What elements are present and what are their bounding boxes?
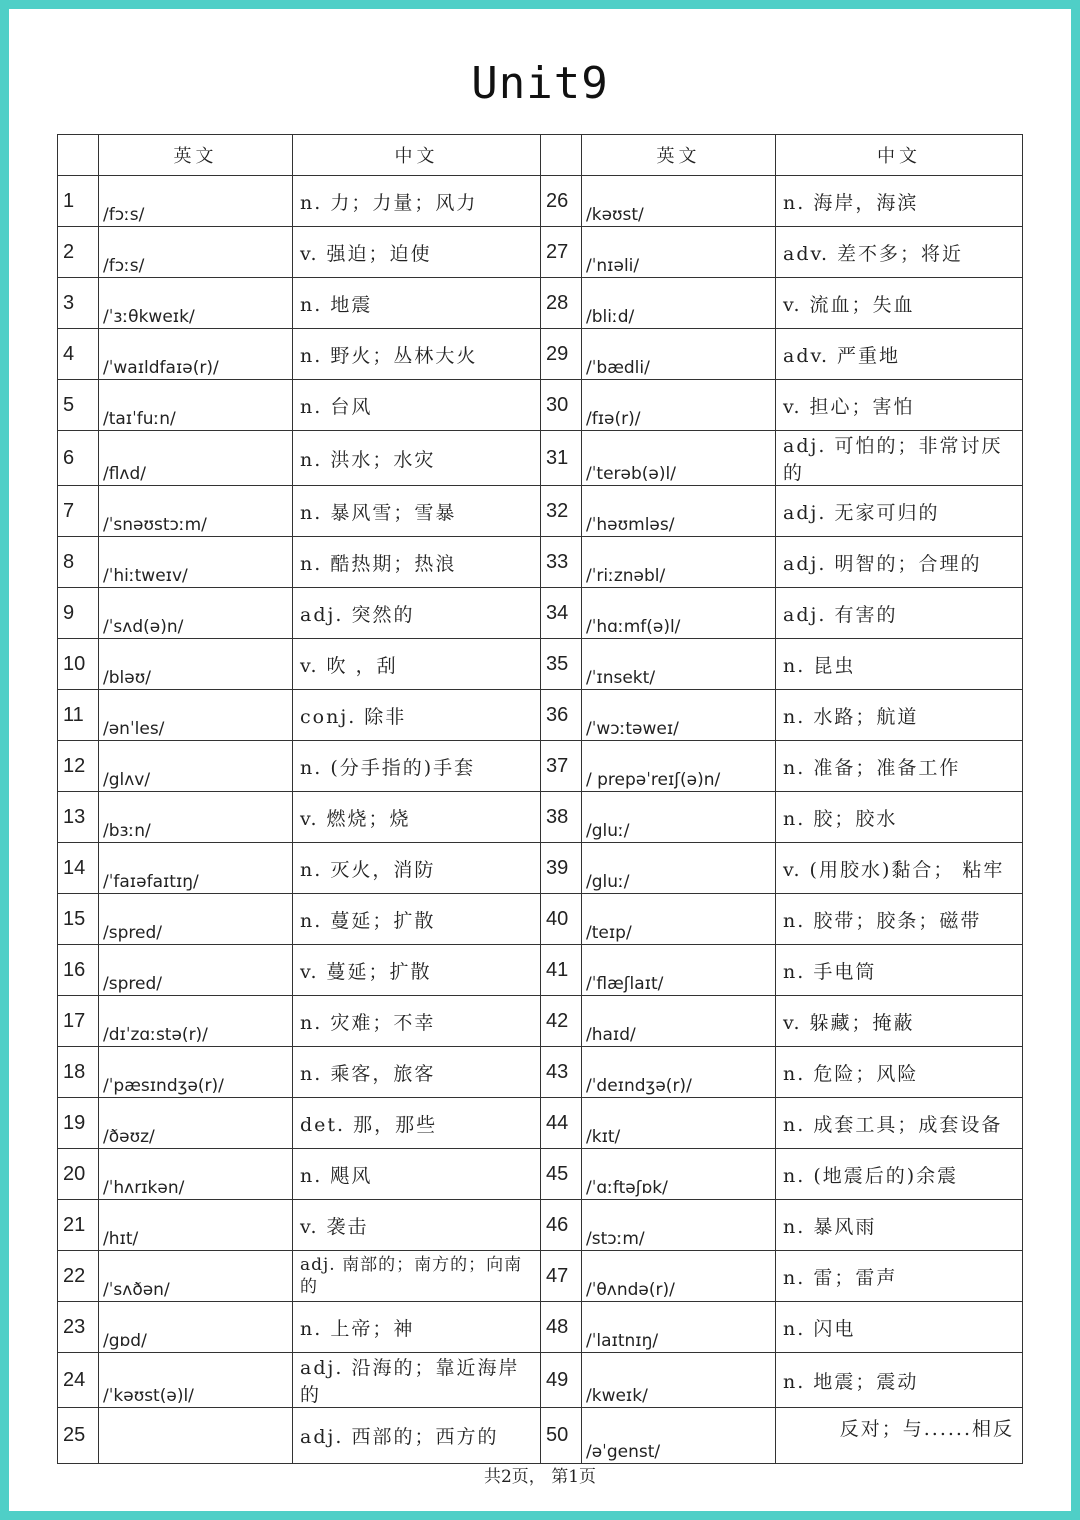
- phonetic-cell: /bləʊ/: [99, 639, 293, 690]
- word-number: 14: [58, 843, 99, 894]
- chinese-meaning-cell: n. 飓风: [293, 1149, 541, 1200]
- word-number: 30: [541, 380, 582, 431]
- word-number: 11: [58, 690, 99, 741]
- table-row: [58, 486, 1023, 537]
- chinese-meaning-cell: n. 成套工具；成套设备: [776, 1098, 1023, 1149]
- word-number: 40: [541, 894, 582, 945]
- word-number: 36: [541, 690, 582, 741]
- chinese-meaning-cell: adj. 明智的；合理的: [776, 537, 1023, 588]
- word-number: 2: [58, 227, 99, 278]
- word-number: 25: [58, 1408, 99, 1464]
- chinese-meaning-cell: adj. 西部的；西方的: [293, 1408, 541, 1464]
- phonetic-cell: /hɪt/: [99, 1200, 293, 1251]
- header-blank-right: [541, 135, 582, 176]
- word-number: 15: [58, 894, 99, 945]
- chinese-meaning-cell: n. 水路；航道: [776, 690, 1023, 741]
- word-number: 24: [58, 1353, 99, 1408]
- phonetic-cell: /ˈsʌðən/: [99, 1251, 293, 1302]
- table-row: [58, 639, 1023, 690]
- word-number: 3: [58, 278, 99, 329]
- chinese-meaning-cell: n. 灾难；不幸: [293, 996, 541, 1047]
- phonetic-cell: /spred/: [99, 945, 293, 996]
- word-number: 38: [541, 792, 582, 843]
- table-row: [58, 741, 1023, 792]
- chinese-meaning-cell: n. 地震: [293, 278, 541, 329]
- chinese-meaning-cell: n. 手电筒: [776, 945, 1023, 996]
- phonetic-cell: /ˈflæʃlaɪt/: [582, 945, 776, 996]
- table-row: [58, 996, 1023, 1047]
- table-row: [58, 1408, 1023, 1464]
- phonetic-cell: /haɪd/: [582, 996, 776, 1047]
- word-number: 10: [58, 639, 99, 690]
- phonetic-cell: /ˈwɔːtəweɪ/: [582, 690, 776, 741]
- word-number: 22: [58, 1251, 99, 1302]
- chinese-meaning-cell: n. 野火；丛林大火: [293, 329, 541, 380]
- vocabulary-table: [57, 134, 1023, 1464]
- phonetic-cell: /bliːd/: [582, 278, 776, 329]
- chinese-meaning-cell: 反对；与......相反: [776, 1408, 1023, 1464]
- chinese-meaning-cell: n. 胶；胶水: [776, 792, 1023, 843]
- chinese-meaning-cell: adj. 突然的: [293, 588, 541, 639]
- word-number: 50: [541, 1408, 582, 1464]
- chinese-meaning-cell: v. 担心；害怕: [776, 380, 1023, 431]
- phonetic-cell: /ˈhʌrɪkən/: [99, 1149, 293, 1200]
- phonetic-cell: /fɔːs/: [99, 176, 293, 227]
- phonetic-cell: /bɜːn/: [99, 792, 293, 843]
- word-number: 26: [541, 176, 582, 227]
- chinese-meaning-cell: adj. 可怕的；非常讨厌的: [776, 431, 1023, 486]
- phonetic-cell: /gɒd/: [99, 1302, 293, 1353]
- page-title: Unit9: [471, 58, 609, 109]
- table-row: [58, 380, 1023, 431]
- word-number: 8: [58, 537, 99, 588]
- chinese-meaning-cell: n. 暴风雨: [776, 1200, 1023, 1251]
- header-blank-left: [58, 135, 99, 176]
- phonetic-cell: /ˈhəʊmləs/: [582, 486, 776, 537]
- table-row: [58, 431, 1023, 486]
- chinese-meaning-cell: v. 袭击: [293, 1200, 541, 1251]
- phonetic-cell: /ˈsʌd(ə)n/: [99, 588, 293, 639]
- word-number: 6: [58, 431, 99, 486]
- chinese-meaning-cell: n. (分手指的)手套: [293, 741, 541, 792]
- chinese-meaning-cell: v. 强迫；迫使: [293, 227, 541, 278]
- phonetic-cell: /fɔːs/: [99, 227, 293, 278]
- table-row: [58, 1302, 1023, 1353]
- chinese-meaning-cell: n. 雷；雷声: [776, 1251, 1023, 1302]
- word-number: 23: [58, 1302, 99, 1353]
- word-number: 47: [541, 1251, 582, 1302]
- phonetic-cell: /ˈwaɪldfaɪə(r)/: [99, 329, 293, 380]
- chinese-meaning-cell: v. 吹 ，刮: [293, 639, 541, 690]
- phonetic-cell: /teɪp/: [582, 894, 776, 945]
- phonetic-cell: /ˈsnəʊstɔːm/: [99, 486, 293, 537]
- table-row: [58, 278, 1023, 329]
- table-row: [58, 792, 1023, 843]
- phonetic-cell: /kweɪk/: [582, 1353, 776, 1408]
- table-row: [58, 843, 1023, 894]
- word-number: 45: [541, 1149, 582, 1200]
- chinese-meaning-cell: adj. 沿海的；靠近海岸的: [293, 1353, 541, 1408]
- phonetic-cell: /ˈhiːtweɪv/: [99, 537, 293, 588]
- chinese-meaning-cell: n. 地震；震动: [776, 1353, 1023, 1408]
- word-number: 1: [58, 176, 99, 227]
- word-number: 13: [58, 792, 99, 843]
- word-number: 5: [58, 380, 99, 431]
- chinese-meaning-cell: adj. 有害的: [776, 588, 1023, 639]
- word-number: 19: [58, 1098, 99, 1149]
- chinese-meaning-cell: adj. 南部的；南方的；向南的: [293, 1251, 541, 1302]
- phonetic-cell: /ənˈles/: [99, 690, 293, 741]
- page-footer: 共2页， 第1页: [483, 1467, 597, 1487]
- chinese-meaning-cell: adj. 无家可归的: [776, 486, 1023, 537]
- chinese-meaning-cell: adv. 差不多；将近: [776, 227, 1023, 278]
- table-row: [58, 176, 1023, 227]
- chinese-meaning-cell: v. 躲藏；掩蔽: [776, 996, 1023, 1047]
- chinese-meaning-cell: n. (地震后的)余震: [776, 1149, 1023, 1200]
- chinese-meaning-cell: n. 胶带；胶条；磁带: [776, 894, 1023, 945]
- word-number: 12: [58, 741, 99, 792]
- table-row: [58, 1353, 1023, 1408]
- table-row: [58, 690, 1023, 741]
- table-row: [58, 894, 1023, 945]
- word-number: 33: [541, 537, 582, 588]
- header-chinese-right: 中文: [776, 135, 1023, 176]
- phonetic-cell: /ˈhɑːmf(ə)l/: [582, 588, 776, 639]
- chinese-meaning-cell: v. 蔓延；扩散: [293, 945, 541, 996]
- chinese-meaning-cell: conj. 除非: [293, 690, 541, 741]
- table-row: [58, 588, 1023, 639]
- word-number: 18: [58, 1047, 99, 1098]
- word-number: 28: [541, 278, 582, 329]
- phonetic-cell: /ˈlaɪtnɪŋ/: [582, 1302, 776, 1353]
- word-number: 49: [541, 1353, 582, 1408]
- phonetic-cell: /dɪˈzɑːstə(r)/: [99, 996, 293, 1047]
- chinese-meaning-cell: n. 蔓延；扩散: [293, 894, 541, 945]
- chinese-meaning-cell: det. 那，那些: [293, 1098, 541, 1149]
- chinese-meaning-cell: n. 昆虫: [776, 639, 1023, 690]
- table-row: [58, 1149, 1023, 1200]
- phonetic-cell: /taɪˈfuːn/: [99, 380, 293, 431]
- phonetic-cell: /glʌv/: [99, 741, 293, 792]
- chinese-meaning-cell: n. 乘客，旅客: [293, 1047, 541, 1098]
- table-row: [58, 1098, 1023, 1149]
- table-row: [58, 227, 1023, 278]
- table-header-row: [58, 135, 1023, 176]
- word-number: 27: [541, 227, 582, 278]
- word-number: 21: [58, 1200, 99, 1251]
- phonetic-cell: / prepəˈreɪʃ(ə)n/: [582, 741, 776, 792]
- word-number: 37: [541, 741, 582, 792]
- header-english-right: 英文: [582, 135, 776, 176]
- phonetic-cell: /ˈnɪəli/: [582, 227, 776, 278]
- word-number: 48: [541, 1302, 582, 1353]
- word-number: 17: [58, 996, 99, 1047]
- word-number: 46: [541, 1200, 582, 1251]
- word-number: 7: [58, 486, 99, 537]
- phonetic-cell: /ˈɑːftəʃɒk/: [582, 1149, 776, 1200]
- word-number: 34: [541, 588, 582, 639]
- phonetic-cell: /ˈɜːθkweɪk/: [99, 278, 293, 329]
- table-row: [58, 1200, 1023, 1251]
- word-number: 42: [541, 996, 582, 1047]
- phonetic-cell: /gluː/: [582, 843, 776, 894]
- chinese-meaning-cell: n. 酷热期；热浪: [293, 537, 541, 588]
- phonetic-cell: /gluː/: [582, 792, 776, 843]
- chinese-meaning-cell: v. (用胶水)黏合； 粘牢: [776, 843, 1023, 894]
- phonetic-cell: /fɪə(r)/: [582, 380, 776, 431]
- word-number: 29: [541, 329, 582, 380]
- chinese-meaning-cell: n. 暴风雪；雪暴: [293, 486, 541, 537]
- chinese-meaning-cell: n. 洪水；水灾: [293, 431, 541, 486]
- phonetic-cell: /ˈdeɪndʒə(r)/: [582, 1047, 776, 1098]
- chinese-meaning-cell: v. 流血；失血: [776, 278, 1023, 329]
- table-row: [58, 1047, 1023, 1098]
- phonetic-cell: [99, 1408, 293, 1464]
- chinese-meaning-cell: adv. 严重地: [776, 329, 1023, 380]
- phonetic-cell: /ˈriːznəbl/: [582, 537, 776, 588]
- phonetic-cell: /kəʊst/: [582, 176, 776, 227]
- phonetic-cell: /ˈθʌndə(r)/: [582, 1251, 776, 1302]
- phonetic-cell: /ðəʊz/: [99, 1098, 293, 1149]
- chinese-meaning-cell: n. 闪电: [776, 1302, 1023, 1353]
- word-number: 32: [541, 486, 582, 537]
- phonetic-cell: /ˈɪnsekt/: [582, 639, 776, 690]
- table-row: [58, 329, 1023, 380]
- chinese-meaning-cell: n. 危险；风险: [776, 1047, 1023, 1098]
- word-number: 16: [58, 945, 99, 996]
- chinese-meaning-cell: n. 力；力量；风力: [293, 176, 541, 227]
- word-number: 9: [58, 588, 99, 639]
- header-chinese-left: 中文: [293, 135, 541, 176]
- word-number: 35: [541, 639, 582, 690]
- phonetic-cell: /ˈpæsɪndʒə(r)/: [99, 1047, 293, 1098]
- phonetic-cell: /kɪt/: [582, 1098, 776, 1149]
- phonetic-cell: /spred/: [99, 894, 293, 945]
- word-number: 20: [58, 1149, 99, 1200]
- chinese-meaning-cell: n. 上帝；神: [293, 1302, 541, 1353]
- chinese-meaning-cell: n. 灭火，消防: [293, 843, 541, 894]
- word-number: 4: [58, 329, 99, 380]
- word-number: 41: [541, 945, 582, 996]
- word-number: 39: [541, 843, 582, 894]
- phonetic-cell: /ˈkəʊst(ə)l/: [99, 1353, 293, 1408]
- header-english-left: 英文: [99, 135, 293, 176]
- phonetic-cell: /flʌd/: [99, 431, 293, 486]
- word-number: 43: [541, 1047, 582, 1098]
- word-number: 31: [541, 431, 582, 486]
- chinese-meaning-cell: v. 燃烧；烧: [293, 792, 541, 843]
- table-row: [58, 1251, 1023, 1302]
- chinese-meaning-cell: n. 海岸，海滨: [776, 176, 1023, 227]
- phonetic-cell: /ˈterəb(ə)l/: [582, 431, 776, 486]
- table-row: [58, 945, 1023, 996]
- chinese-meaning-cell: n. 准备；准备工作: [776, 741, 1023, 792]
- word-number: 44: [541, 1098, 582, 1149]
- phonetic-cell: /əˈgenst/: [582, 1408, 776, 1464]
- phonetic-cell: /ˈfaɪəfaɪtɪŋ/: [99, 843, 293, 894]
- table-row: [58, 537, 1023, 588]
- phonetic-cell: /ˈbædli/: [582, 329, 776, 380]
- chinese-meaning-cell: n. 台风: [293, 380, 541, 431]
- phonetic-cell: /stɔːm/: [582, 1200, 776, 1251]
